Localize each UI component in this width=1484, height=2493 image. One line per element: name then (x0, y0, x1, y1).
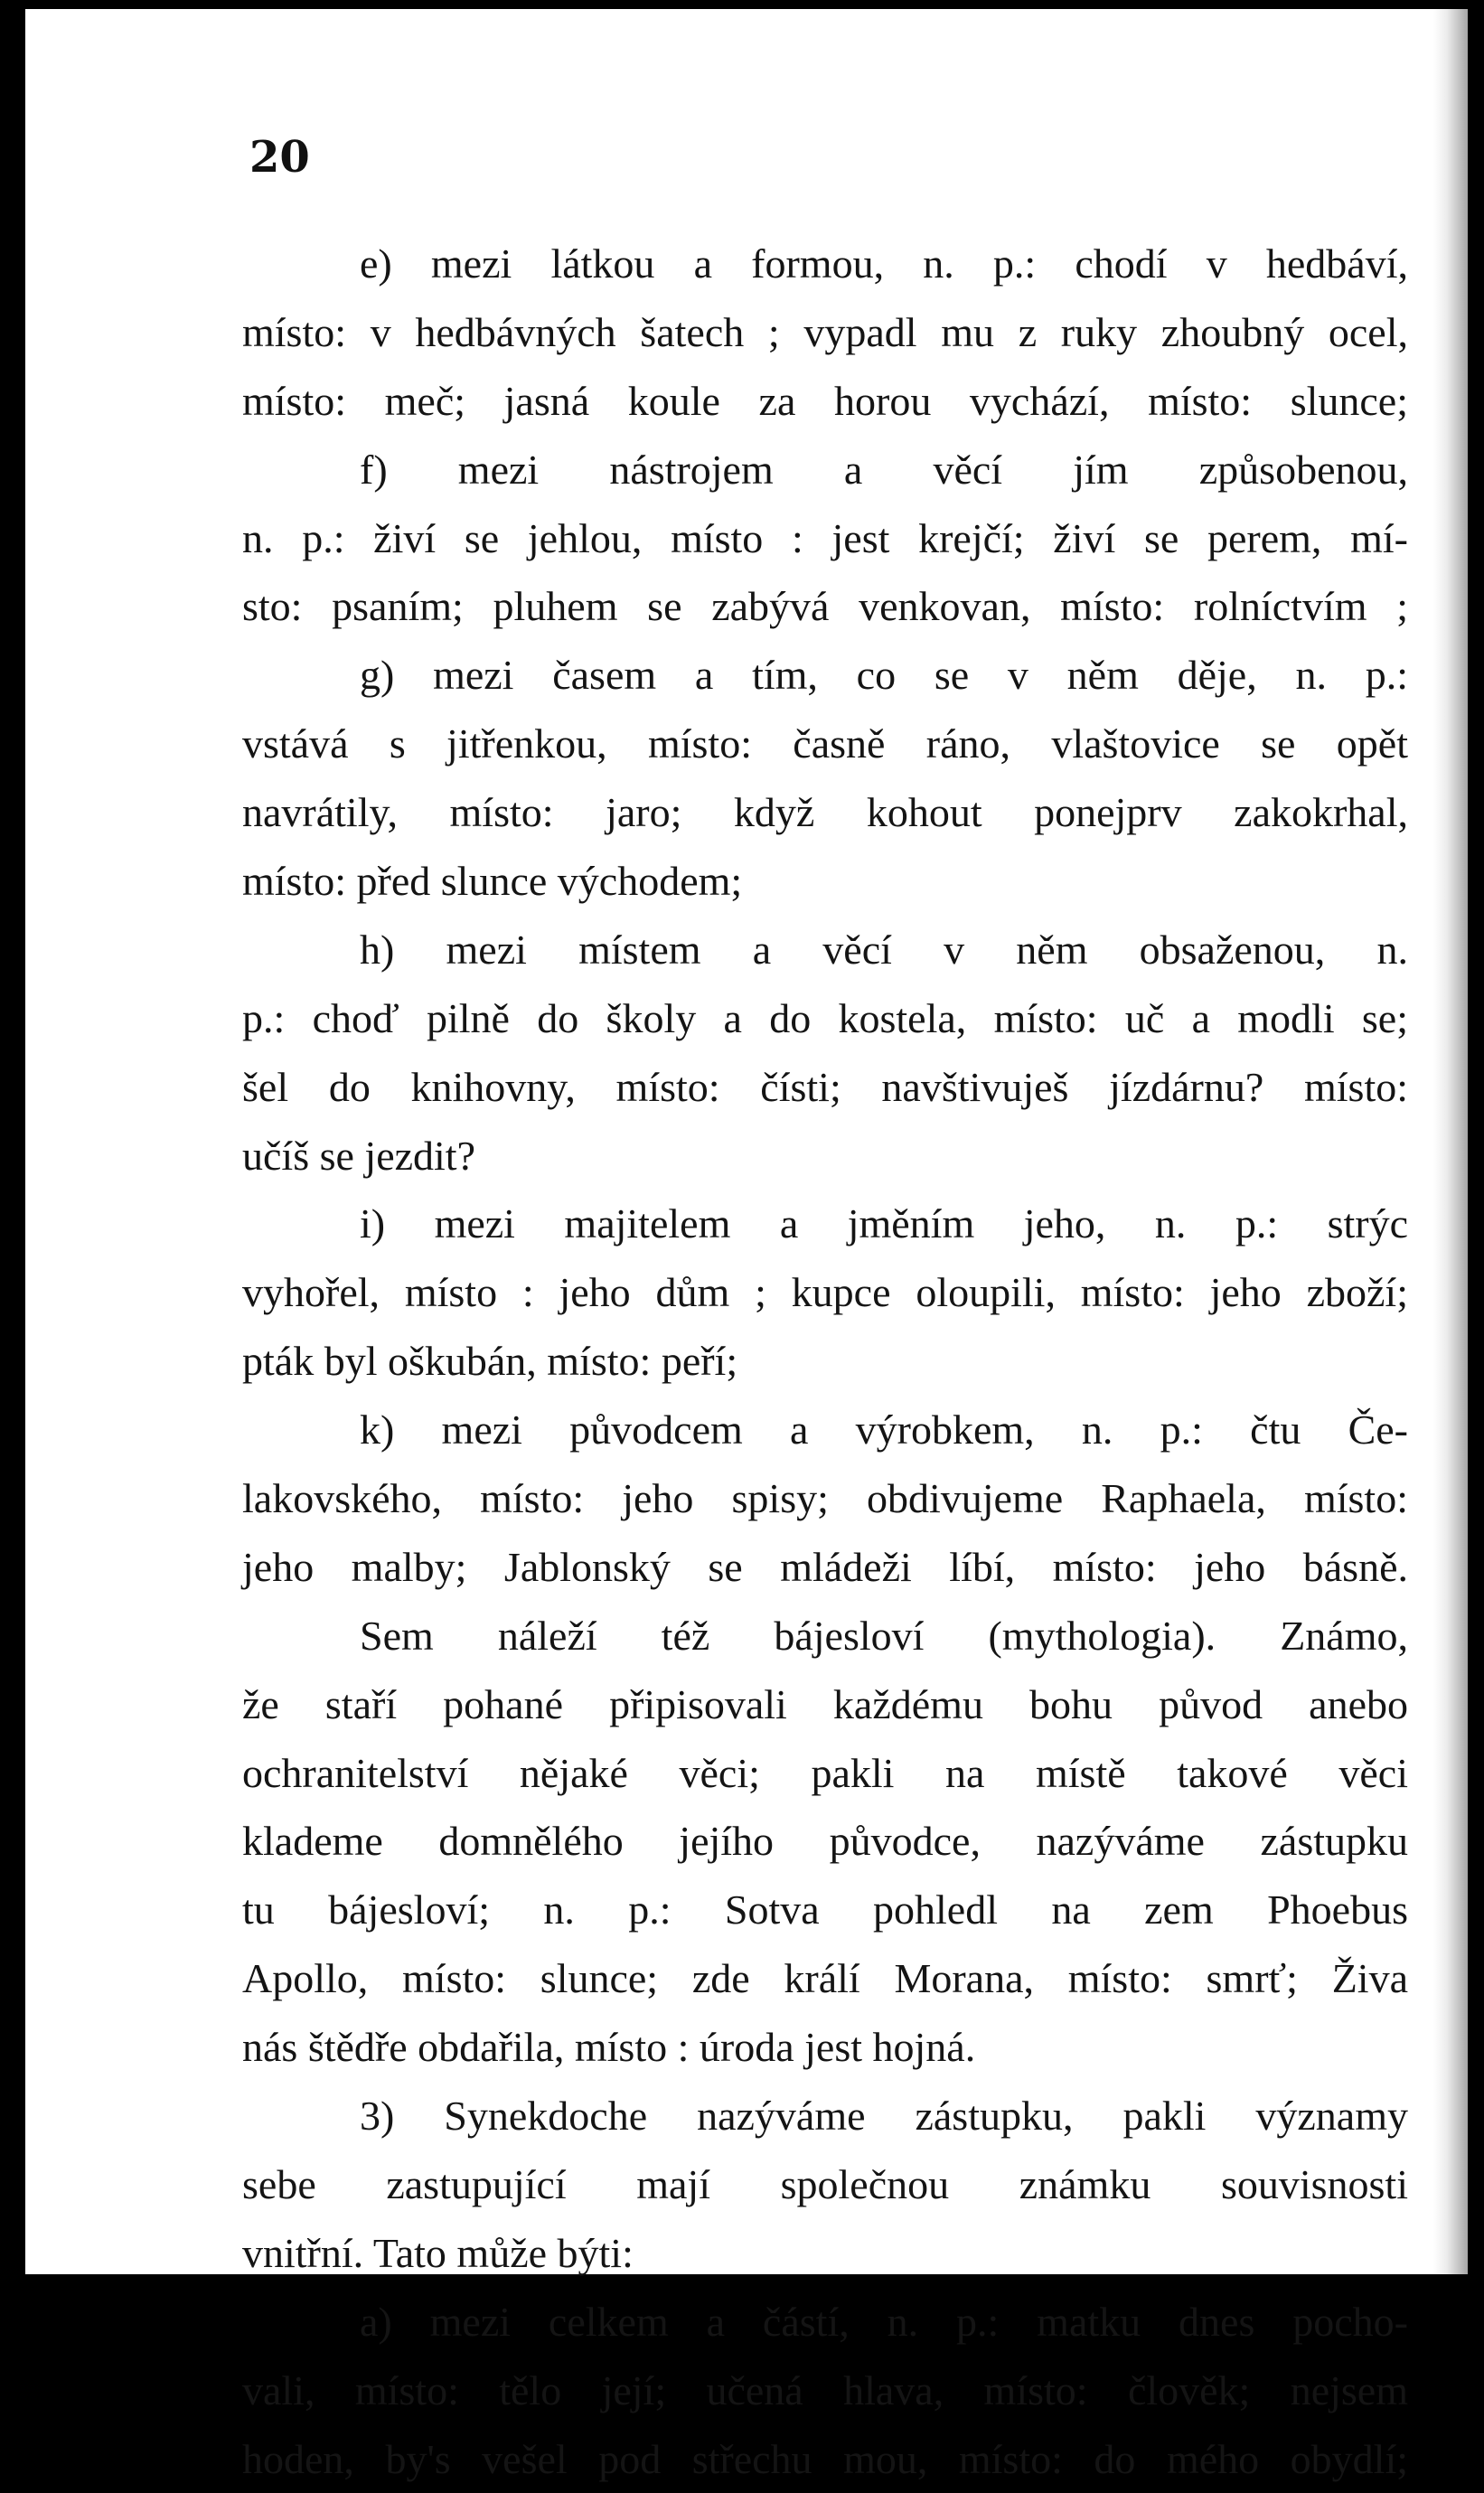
text-line: navrátily, místo: jaro; když kohout ponejprv zakokrhal, (242, 778, 1408, 847)
text-line: sto: psaním; pluhem se zabývá venkovan, místo: rolníctvím ; (242, 572, 1408, 641)
text-line: jeho malby; Jablonský se mládeži líbí, místo: jeho básně. (242, 1533, 1408, 1602)
text-line: místo: v hedbávných šatech ; vypadl mu z ruky zhoubný ocel, (242, 298, 1408, 367)
text-line: lakovského, místo: jeho spisy; obdivujeme Raphaela, místo: (242, 1464, 1408, 1533)
book-page (25, 9, 1468, 2274)
text-line: g) mezi časem a tím, co se v něm děje, n. p.: (242, 641, 1408, 710)
body-text (242, 230, 1408, 2493)
text-line: Sem náleží též bájesloví (mythologia). Známo, (242, 1602, 1408, 1670)
text-line: pták byl oškubán, místo: peří; (242, 1327, 1408, 1396)
text-line: a) mezi celkem a částí, n. p.: matku dnes pocho- (242, 2288, 1408, 2357)
text-line: tu bájesloví; n. p.: Sotva pohledl na zem Phoebus (242, 1876, 1408, 1944)
text-line: vnitřní. Tato může býti: (242, 2219, 1408, 2288)
page-number: 20 (249, 132, 310, 183)
text-line: ochranitelství nějaké věci; pakli na místě takové věci (242, 1739, 1408, 1808)
text-line: hoden, by's vešel pod střechu mou, místo: do mého obydlí; (242, 2425, 1408, 2493)
text-line: vali, místo: tělo její; učená hlava, místo: člověk; nejsem (242, 2357, 1408, 2425)
text-line: p.: choď pilně do školy a do kostela, místo: uč a modli se; (242, 984, 1408, 1053)
text-line: místo: meč; jasná koule za horou vychází, místo: slunce; (242, 367, 1408, 436)
text-line: šel do knihovny, místo: čísti; navštivuješ jízdárnu? místo: (242, 1053, 1408, 1122)
text-line: nás štědře obdařila, místo : úroda jest hojná. (242, 2013, 1408, 2082)
text-line: sebe zastupující mají společnou známku souvisnosti (242, 2150, 1408, 2219)
text-line: že staří pohané připisovali každému bohu původ anebo (242, 1670, 1408, 1739)
text-line: k) mezi původcem a výrobkem, n. p.: čtu Če- (242, 1396, 1408, 1464)
text-line: Apollo, místo: slunce; zde králí Morana, místo: smrť; Živa (242, 1944, 1408, 2013)
text-line: 3) Synekdoche nazýváme zástupku, pakli významy (242, 2082, 1408, 2150)
text-line: vyhořel, místo : jeho dům ; kupce oloupili, místo: jeho zboží; (242, 1258, 1408, 1327)
text-line: e) mezi látkou a formou, n. p.: chodí v hedbáví, (242, 230, 1408, 298)
text-line: n. p.: živí se jehlou, místo : jest krejčí; živí se perem, mí- (242, 504, 1408, 573)
text-line: f) mezi nástrojem a věcí jím způsobenou, (242, 436, 1408, 504)
text-line: i) mezi majitelem a jměním jeho, n. p.: strýc (242, 1190, 1408, 1258)
text-line: učíš se jezdit? (242, 1122, 1408, 1190)
text-line: vstává s jitřenkou, místo: časně ráno, vlaštovice se opět (242, 710, 1408, 778)
text-line: klademe domnělého jejího původce, nazýváme zástupku (242, 1807, 1408, 1876)
page-edge-shadow (1433, 9, 1468, 2274)
text-line: místo: před slunce východem; (242, 847, 1408, 916)
text-line: h) mezi místem a věcí v něm obsaženou, n. (242, 916, 1408, 984)
